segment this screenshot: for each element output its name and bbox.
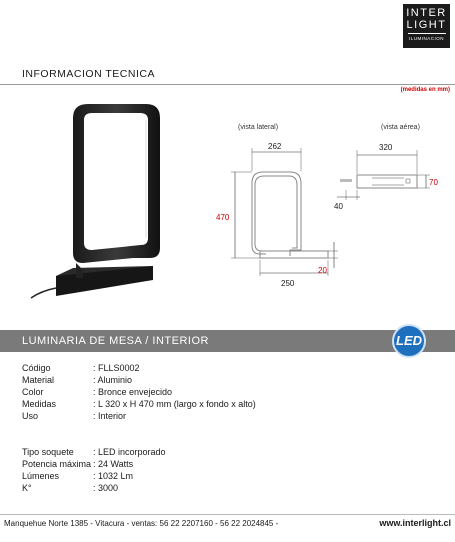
spec-row bbox=[22, 386, 256, 398]
specs-table bbox=[22, 362, 256, 422]
spec-value: : L 320 x H 470 mm (largo x fondo x alto) bbox=[93, 399, 256, 409]
dim-aerea-width: 320 bbox=[379, 143, 393, 152]
spec-label: Uso bbox=[22, 411, 39, 421]
logo-line1: INTER bbox=[406, 7, 447, 19]
dim-height: 470 bbox=[216, 213, 230, 222]
dim-base-depth: 250 bbox=[281, 279, 295, 288]
spec-row bbox=[22, 410, 256, 422]
spec-value: : 1032 Lm bbox=[93, 471, 134, 481]
units-note: (medidas en mm) bbox=[400, 87, 450, 93]
footer bbox=[0, 514, 455, 533]
spec-value: : FLLS0002 bbox=[93, 363, 140, 373]
spec-label: K° bbox=[22, 483, 32, 493]
spec-value: : LED incorporado bbox=[93, 447, 166, 457]
spec-row bbox=[22, 482, 166, 494]
spec-row bbox=[22, 374, 256, 386]
spec-label: Material bbox=[22, 375, 55, 385]
section-title: INFORMACION TECNICA bbox=[22, 68, 155, 80]
dim-lateral-width: 262 bbox=[268, 142, 282, 151]
specs-table-electrical bbox=[22, 446, 166, 494]
spec-label: Color bbox=[22, 387, 44, 397]
spec-row bbox=[22, 470, 166, 482]
led-badge-icon: LED bbox=[392, 324, 426, 358]
view-label-aerea: (vista aérea) bbox=[381, 124, 420, 131]
product-photo bbox=[28, 98, 168, 310]
dim-base-height: 20 bbox=[318, 266, 327, 275]
spec-value: : 24 Watts bbox=[93, 459, 134, 469]
spec-value: : Aluminio bbox=[93, 375, 133, 385]
spec-value: : Bronce envejecido bbox=[93, 387, 173, 397]
dim-aerea-depth: 70 bbox=[429, 178, 438, 187]
brand-logo bbox=[403, 4, 450, 48]
logo-line3: ILUMINACION bbox=[408, 33, 446, 41]
product-band bbox=[0, 330, 455, 352]
technical-drawing bbox=[200, 138, 450, 293]
spec-label: Código bbox=[22, 363, 51, 373]
footer-website-link[interactable]: www.interlight.cl bbox=[379, 518, 451, 528]
product-category: LUMINARIA DE MESA / INTERIOR bbox=[22, 335, 209, 347]
footer-address: Manquehue Norte 1385 - Vitacura - ventas: 56 22 2207160 - 56 22 2024845 - bbox=[4, 519, 279, 528]
spec-row bbox=[22, 398, 256, 410]
spec-label: Tipo soquete bbox=[22, 447, 74, 457]
spec-value: : 3000 bbox=[93, 483, 119, 493]
spec-label: Medidas bbox=[22, 399, 57, 409]
spec-label: Lúmenes bbox=[22, 471, 60, 481]
spec-row bbox=[22, 446, 166, 458]
dim-aerea-offset: 40 bbox=[334, 202, 343, 211]
spec-value: : Interior bbox=[93, 411, 127, 421]
spec-label: Potencia máxima bbox=[22, 459, 92, 469]
logo-line2: LIGHT bbox=[406, 19, 447, 31]
view-label-lateral: (vista lateral) bbox=[238, 124, 279, 131]
spec-row bbox=[22, 362, 256, 374]
section-divider bbox=[0, 84, 455, 85]
spec-row bbox=[22, 458, 166, 470]
